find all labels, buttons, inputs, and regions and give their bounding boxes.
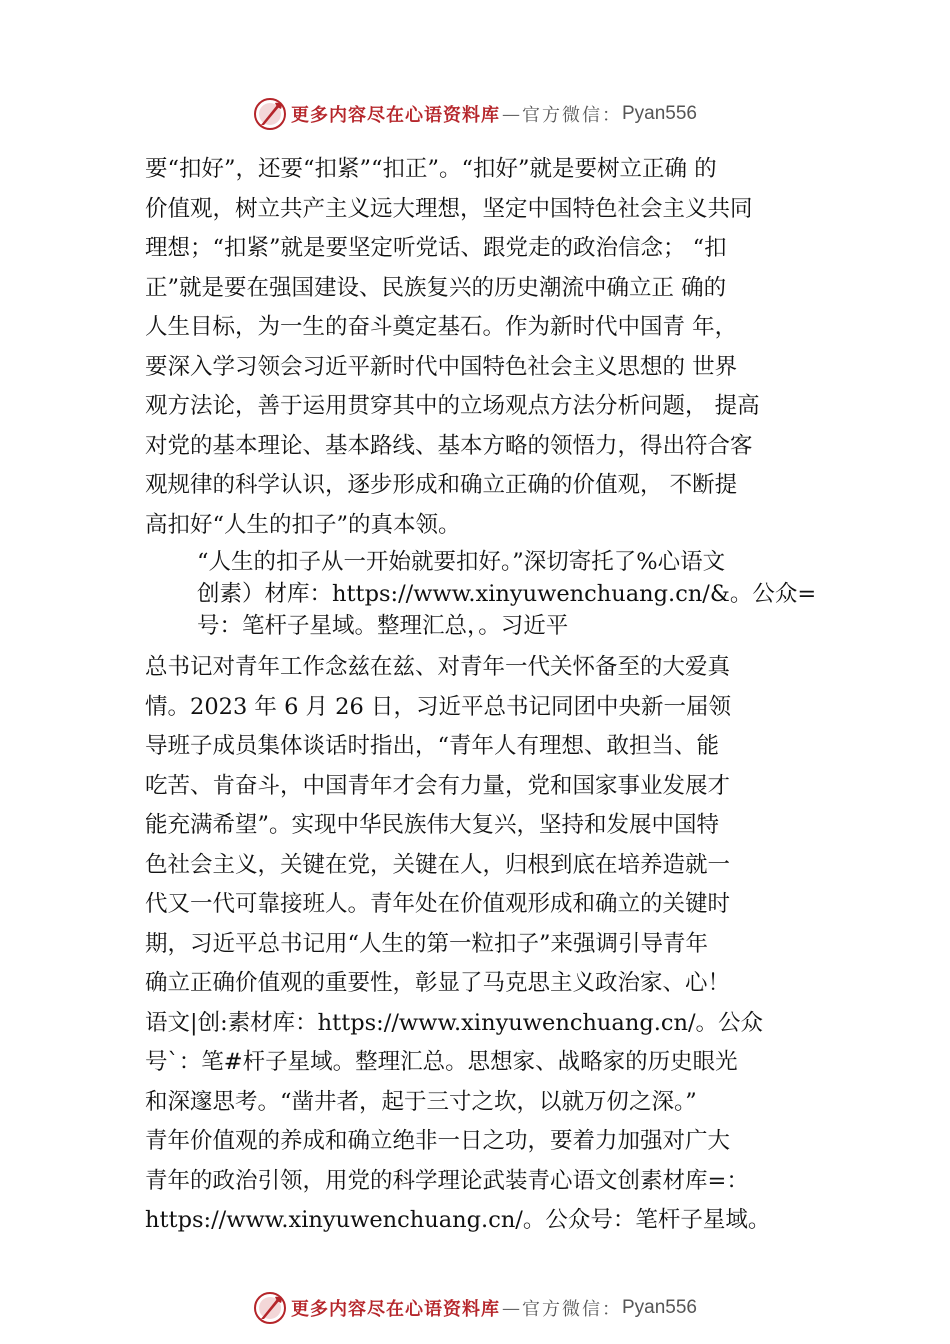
- text-line: 观方法论，善于运用贯穿其中的立场观点方法分析问题， 提高: [145, 393, 760, 419]
- text-line: 期，习近平总书记用“人生的第一粒扣子”来强调引导青年: [145, 930, 709, 957]
- banner-official-label: 官方微信：: [521, 105, 622, 126]
- text-line: 情。2023 年 6 月 26 日，习近平总书记同团中央新一届领: [145, 693, 731, 720]
- text-line: “人生的扣子从一开始就要扣好。”深切寄托了%心语文: [197, 549, 726, 575]
- text-line: 观规律的科学认识，逐步形成和确立正确的价值观， 不断提: [145, 472, 738, 498]
- text-line: 号：笔杆子星域。整理汇总，。习近平: [197, 613, 569, 639]
- text-line: 要深入学习领会习近平新时代中国特色社会主义思想的 世界: [145, 353, 738, 380]
- banner-brand-text: 更多内容尽在心语资料库: [290, 1299, 500, 1320]
- text-line: 代又一代可靠接班人。青年处在价值观形成和确立的关键时: [145, 891, 731, 917]
- text-line: 确立正确价值观的重要性，彰显了马克思主义政治家、心！: [145, 970, 731, 996]
- text-line: 总书记对青年工作念兹在兹、对青年一代关怀备至的大爱真: [145, 654, 731, 680]
- banner-dash: —: [501, 1297, 520, 1319]
- text-line: 青年价值观的养成和确立绝非一日之功，要着力加强对广大: [145, 1128, 731, 1154]
- text-line: 吃苦、肯奋斗，中国青年才会有力量，党和国家事业发展才: [145, 772, 731, 799]
- text-line: 创素）材库：https://www.xinyuwenchuang.cn/&。公众=: [197, 581, 817, 607]
- document-body: [145, 150, 845, 1241]
- banner-official-label: 官方微信：: [521, 1299, 622, 1320]
- quill-logo-icon: [253, 1291, 287, 1325]
- text-line: 对党的基本理论、基本路线、基本方略的领悟力，得出符合客: [145, 432, 753, 459]
- paragraph-1: [145, 150, 845, 545]
- text-line: 正”就是要在强国建设、民族复兴的历史潮流中确立正 确的: [145, 274, 727, 301]
- text-line: 要“扣好”，还要“扣紧”“扣正”。“扣好”就是要树立正确 的: [145, 156, 717, 182]
- banner-wechat-id: Pyan556: [621, 1297, 697, 1318]
- footer-banner: [0, 1288, 950, 1328]
- text-line: 能充满希望”。实现中华民族伟大复兴，坚持和发展中国特: [145, 812, 720, 838]
- paragraph-2: [145, 648, 845, 1241]
- text-line: 理想；“扣紧”就是要坚定听党话、跟党走的政治信念； “扣: [145, 235, 727, 261]
- indented-quote-block: [145, 546, 845, 642]
- text-line: 和深邃思考。“凿井者，起于三寸之坎，以就万仞之深。”: [145, 1088, 697, 1115]
- text-line: 号`：笔#杆子星域。整理汇总。思想家、战略家的历史眼光: [145, 1049, 738, 1075]
- text-line: 导班子成员集体谈话时指出，“青年人有理想、敢担当、能: [145, 733, 720, 759]
- banner-dash: —: [501, 103, 520, 125]
- text-line: 价值观，树立共产主义远大理想，坚定中国特色社会主义共同: [145, 195, 753, 222]
- text-line: 高扣好“人生的扣子”的真本领。: [145, 511, 461, 538]
- header-banner: [0, 94, 950, 134]
- text-line: 青年的政治引领，用党的科学理论武装青心语文创素材库=：: [145, 1167, 749, 1194]
- text-line: https://www.xinyuwenchuang.cn/。公众号：笔杆子星域。: [145, 1207, 771, 1233]
- text-line: 语文|创:素材库：https://www.xinyuwenchuang.cn/。公众: [145, 1009, 764, 1036]
- quill-logo-icon: [253, 97, 287, 131]
- text-line: 人生目标，为一生的奋斗奠定基石。作为新时代中国青 年，: [145, 314, 738, 340]
- text-line: 色社会主义，关键在党，关键在人，归根到底在培养造就一: [145, 851, 731, 878]
- banner-brand-text: 更多内容尽在心语资料库: [290, 105, 500, 126]
- banner-wechat-id: Pyan556: [621, 103, 697, 124]
